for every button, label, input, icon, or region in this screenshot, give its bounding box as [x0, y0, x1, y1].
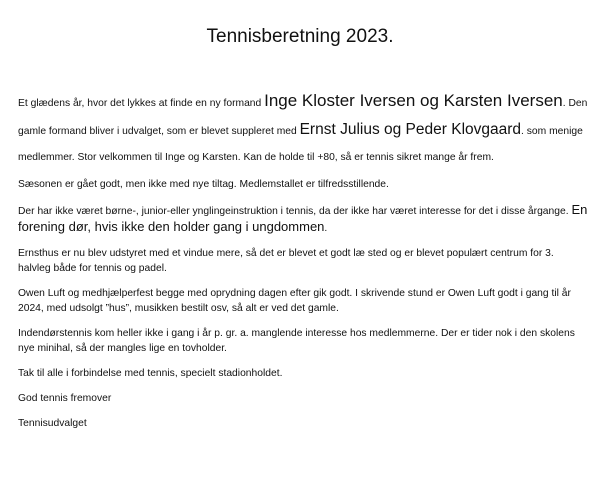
paragraph-farewell: God tennis fremover	[18, 393, 112, 404]
new-member-names: Ernst Julius og Peder Klovgaard	[299, 121, 522, 138]
paragraph-owen-luft: Owen Luft og medhjælperfest begge med oprydning dagen efter gik godt. I skrivende stund er Owen Luft godt i gang til år 2024, med udsolgt ”hus”, musikken bestilt osv, så alt er ved det gamle.	[18, 288, 571, 314]
board-text-end: . som menige medlemmer. Stor velkommen til Inge og Karsten. Kan de holde til +80, så er tennis sikret mange år frem.	[18, 126, 583, 163]
paragraph-board	[18, 88, 588, 171]
document-title: Tennisberetning 2023.	[206, 26, 394, 47]
paragraph-ernsthus: Ernsthus er nu blev udstyret med et vindue mere, så det er blevet et godt læ sted og er blevet populært centrum for 3. halvleg både for tennis og padel.	[18, 248, 554, 274]
new-chair-names: Inge Kloster Iversen og Karsten Iversen	[264, 91, 563, 110]
paragraph-indoor-tennis: Indendørstennis kom heller ikke i gang i år p. gr. a. manglende interesse hos medlemmerne. Der er tider nok i den skolens nye minihal, så der mangles lige en tovholder.	[18, 328, 575, 354]
paragraph-youth	[18, 202, 588, 236]
youth-emphasis: En forening dør, hvis ikke den holder gang i ungdommen	[18, 202, 588, 234]
youth-text: Der har ikke været børne-, junior-eller ynglingeinstruktion i tennis, da der ikke har været interesse for det i disse årgange.	[18, 206, 572, 217]
signature-committee: Tennisudvalget	[18, 418, 87, 429]
paragraph-season: Sæsonen er gået godt, men ikke med nye tiltag. Medlemstallet er tilfredsstillende.	[18, 179, 389, 190]
paragraph-thanks: Tak til alle i forbindelse med tennis, specielt stadionholdet.	[18, 368, 283, 379]
board-text-intro: Et glædens år, hvor det lykkes at finde en ny formand	[18, 98, 265, 109]
board-text-middle: . Den gamle formand bliver i udvalget, som er blevet suppleret med	[18, 98, 588, 137]
youth-text-end: .	[324, 223, 328, 234]
document-body	[18, 88, 588, 441]
